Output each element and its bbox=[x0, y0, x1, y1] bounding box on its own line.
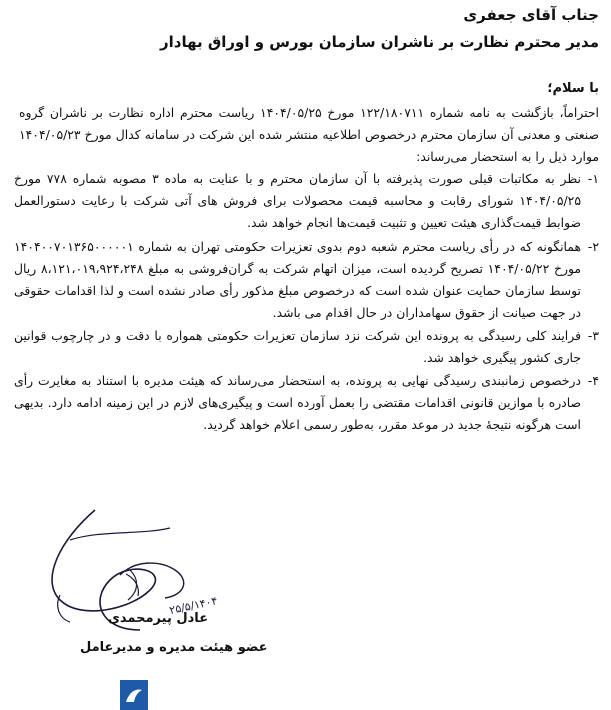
list-item-text: درخصوص زمانبندی رسیدگی نهایی به پرونده، به استحضار می‌رساند که هیئت مدیره با استناد به مغایرت رأی صادره با موازین قانونی اقدامات مقتضی را بعمل آورده است و پیگیری‌های لازم در این زمینه ادامه دارد. بدیهی است هرگونه نتیجهٔ جدید در موعد مقرر، به‌طور رسمی اعلام خواهد گردید. bbox=[14, 373, 581, 432]
signatory-role: عضو هیئت مدیره و مدیرعامل bbox=[80, 640, 268, 655]
numbered-list bbox=[14, 168, 599, 437]
list-item-text: فرایند کلی رسیدگی به پرونده این شرکت نزد سازمان تعزیرات حکومتی همواره با دقت و در چارچوب قوانین جاری کشور پیگیری خواهد شد. bbox=[14, 328, 581, 365]
greeting: با سلام؛ bbox=[547, 81, 599, 96]
list-item bbox=[14, 325, 599, 369]
list-item bbox=[14, 236, 599, 324]
list-item-number: ۳- bbox=[587, 328, 599, 343]
list-item bbox=[14, 168, 599, 234]
list-item-text: نظر به مکاتبات قبلی صورت پذیرفته با آن سازمان محترم و با عنایت به ماده ۳ مصوبه شماره ۷۷۸ مورخ ۱۴۰۴/۰۵/۲۵ شورای رقابت و محاسبه قیمت محصولات برای فروش های آتی شرکت با رعایت دستورالعمل ضوابط قیمت‌گذاری هیئت تعیین و تثبیت قیمت‌ها انجام خواهد شد. bbox=[14, 171, 581, 230]
list-item bbox=[14, 370, 599, 436]
list-item-number: ۴- bbox=[587, 373, 599, 388]
handwritten-date: ۲۵/۵/۱۴۰۴ bbox=[168, 594, 219, 618]
intro-paragraph: احتراماً، بازگشت به نامه شماره ۱۲۲/۱۸۰۷۱۱ مورخ ۱۴۰۴/۰۵/۲۵ ریاست محترم اداره نظارت بر ناشران گروه صنعتی و معدنی آن سازمان محترم درخصوص اطلاعیه منتشر شده این شرکت در سامانه کدال مورخ ۱۴۰۴/۰۵/۲۳ موارد ذیل را به استحضار می‌رساند: bbox=[19, 105, 599, 164]
company-logo-icon bbox=[120, 680, 148, 710]
list-item-text: همانگونه که در رأی ریاست محترم شعبه دوم بدوی تعزیرات حکومتی تهران به شماره ۱۴۰۴۰۰۷۰۱۳۶۵۰۰۰۰۰۱ مورخ ۱۴۰۴/۰۵/۲۲ تصریح گردیده است، میزان اتهام شرکت به گران‌فروشی به مبلغ ۸،۱۲۱،۰۱۹،۹۲۴،۲۴۸ ریال توسط سازمان حمایت عنوان شده است که درخصوص مبلغ مذکور رأی صادر نشده است و لذا اقدامات حقوقی در جهت صیانت از حقوق سهامداران در حال اقدام می باشد. bbox=[14, 239, 581, 320]
addressee: جناب آقای جعفری bbox=[463, 6, 599, 24]
list-item-number: ۲- bbox=[587, 239, 599, 254]
signatory-name: عادل پیرمحمدی bbox=[108, 611, 209, 626]
addressee-position: مدیر محترم نظارت بر ناشران سازمان بورس و اوراق بهادار bbox=[159, 33, 599, 51]
list-item-number: ۱- bbox=[587, 171, 599, 186]
